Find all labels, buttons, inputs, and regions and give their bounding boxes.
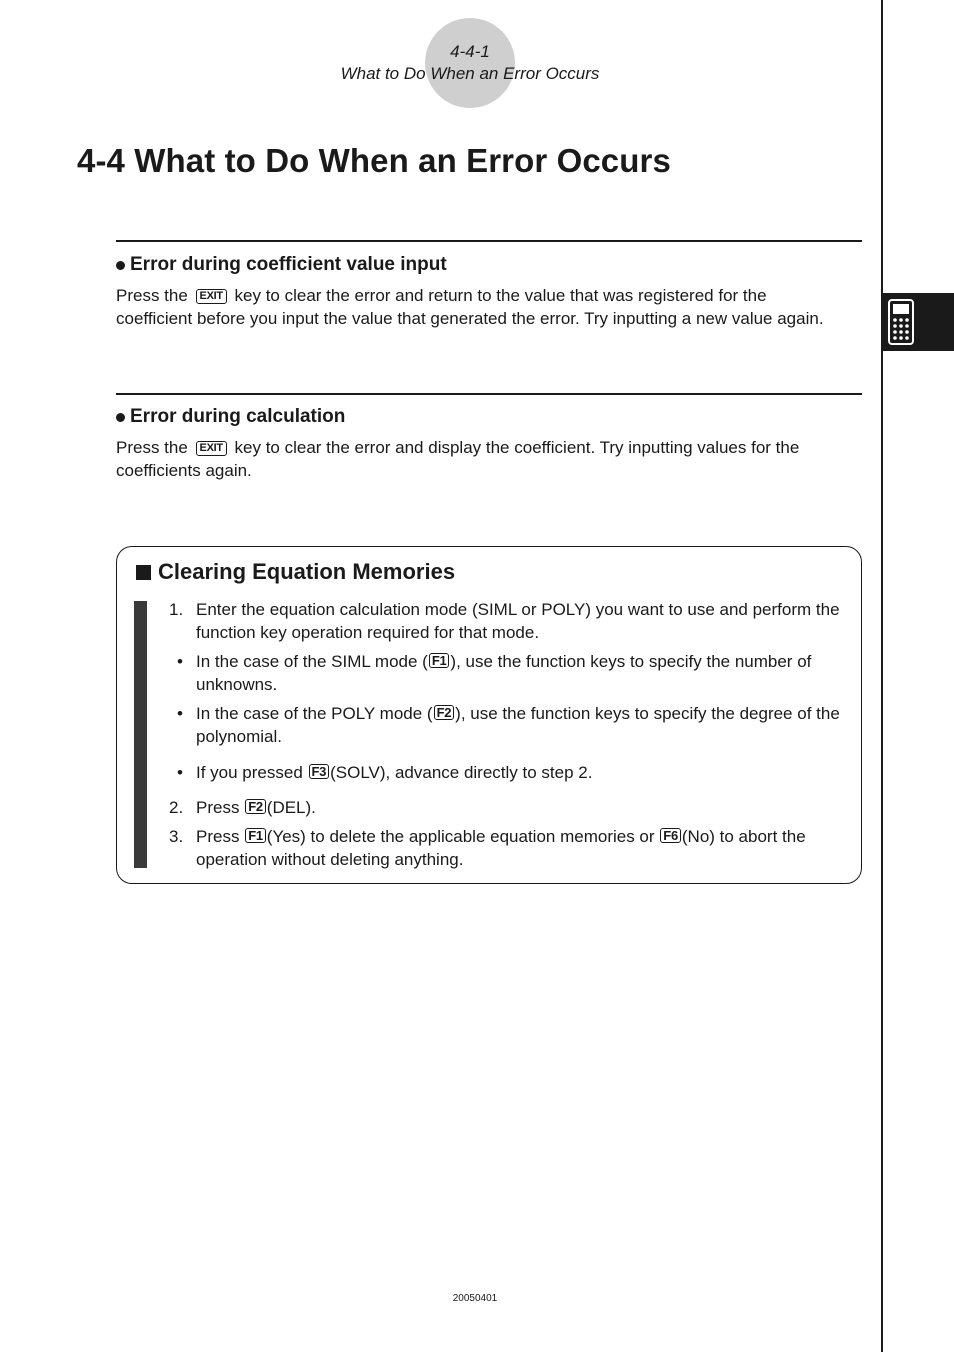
exit-key-icon: EXIT — [196, 441, 227, 456]
section-divider — [116, 240, 862, 242]
section-paragraph: Press the EXIT key to clear the error and return to the value that was registered for the coefficient before you input the value that generated the error. Try inputting a new value again. — [116, 286, 824, 328]
section-divider — [116, 393, 862, 395]
step-1-note: • In the case of the POLY mode ( F2 ), use the function keys to specify the degree of the polynomial. — [177, 704, 840, 746]
chapter-tab — [883, 293, 954, 351]
exit-key-icon: EXIT — [196, 289, 227, 304]
box-heading: Clearing Equation Memories — [136, 559, 455, 585]
section-heading: Error during coefficient value input — [116, 254, 846, 276]
section-calculation-error — [116, 406, 846, 482]
clearing-memories-box — [116, 546, 862, 884]
step-1: 1. Enter the equation calculation mode (SIML or POLY) you want to use and perform the function key operation required for that mode. — [169, 600, 840, 642]
footer-code: 20050401 — [452, 1293, 498, 1304]
procedure-bar — [134, 601, 147, 868]
square-bullet-icon — [136, 565, 151, 580]
bullet-icon — [116, 413, 125, 422]
section-heading: Error during calculation — [116, 406, 846, 428]
f1-key-icon: F1 — [245, 828, 266, 843]
calculator-icon — [887, 298, 915, 346]
section-paragraph: Press the EXIT key to clear the error and display the coefficient. Try inputting values for the coefficients again. — [116, 438, 800, 480]
f6-key-icon: F6 — [660, 828, 681, 843]
f3-key-icon: F3 — [309, 764, 330, 779]
step-1-note: • If you pressed F3 (SOLV), advance directly to step 2. — [177, 763, 593, 782]
header-circle — [425, 18, 515, 108]
step-3: 3. Press F1 (Yes) to delete the applicable equation memories or F6 (No) to abort the operation without deleting anything. — [169, 827, 806, 869]
f2-key-icon: F2 — [245, 799, 266, 814]
procedure-steps — [169, 598, 849, 871]
page-title: 4-4 What to Do When an Error Occurs — [77, 142, 671, 179]
running-title: What to Do When an Error Occurs — [340, 64, 600, 83]
f2-key-icon: F2 — [434, 705, 455, 720]
f1-key-icon: F1 — [429, 653, 450, 668]
right-margin-rule — [881, 0, 883, 1352]
page-number: 4-4-1 — [450, 42, 490, 61]
step-2: 2. Press F2 (DEL). — [169, 798, 316, 817]
section-coefficient-error — [116, 254, 846, 330]
bullet-icon — [116, 261, 125, 270]
step-1-note: • In the case of the SIML mode ( F1 ), use the function keys to specify the number of unknowns. — [177, 652, 812, 694]
